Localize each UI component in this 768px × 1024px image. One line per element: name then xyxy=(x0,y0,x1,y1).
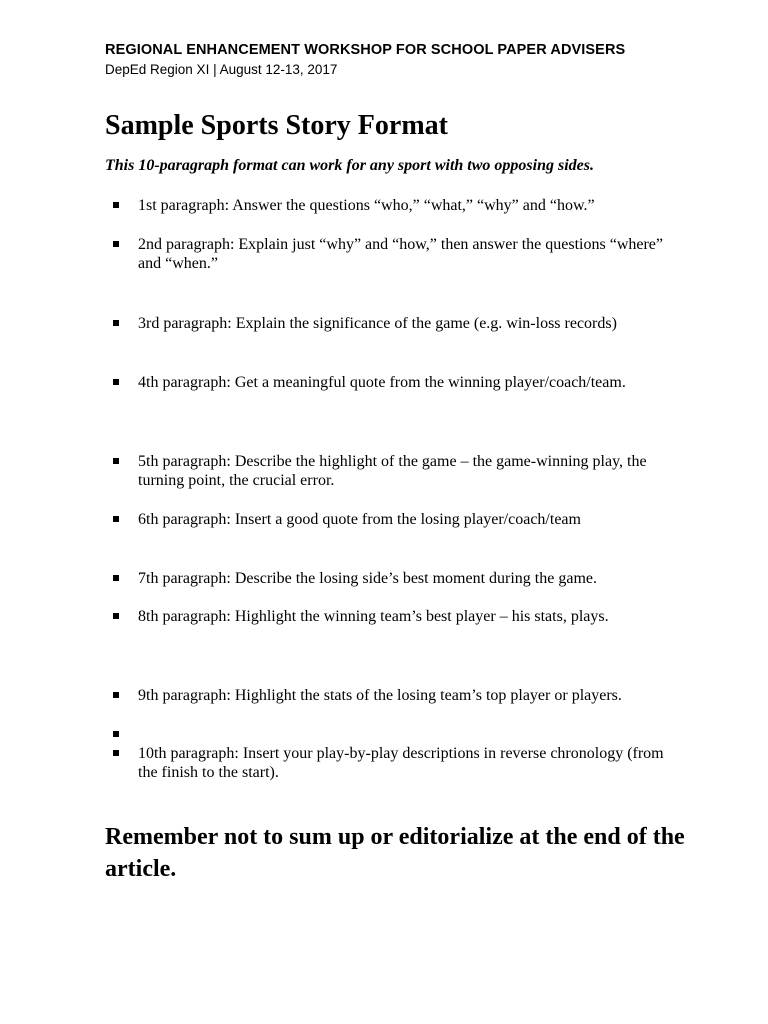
bullet-icon xyxy=(113,750,119,756)
list-item-1 xyxy=(113,196,673,215)
workshop-title: REGIONAL ENHANCEMENT WORKSHOP FOR SCHOOL PAPER ADVISERS xyxy=(105,42,626,58)
list-item-text: 10th paragraph: Insert your play-by-play descriptions in reverse chronology (from the finish to the start). xyxy=(138,745,664,781)
list-item-10 xyxy=(113,744,673,782)
list-item-9 xyxy=(113,686,673,705)
event-info: DepEd Region XI | August 12-13, 2017 xyxy=(105,62,338,77)
list-item-2 xyxy=(113,235,673,273)
bullet-icon xyxy=(113,731,119,737)
list-item-text: 7th paragraph: Describe the losing side’s best moment during the game. xyxy=(138,570,597,587)
list-item-3 xyxy=(113,314,673,333)
list-item-5 xyxy=(113,452,673,490)
list-item-7 xyxy=(113,569,673,588)
bullet-icon xyxy=(113,320,119,326)
bullet-icon xyxy=(113,379,119,385)
list-item-text: 3rd paragraph: Explain the significance of the game (e.g. win-loss records) xyxy=(138,315,617,332)
list-item-4 xyxy=(113,373,673,392)
intro-text: This 10-paragraph format can work for any sport with two opposing sides. xyxy=(105,157,594,174)
list-item-text: 5th paragraph: Describe the highlight of the game – the game-winning play, the turning point, the crucial error. xyxy=(138,453,647,489)
bullet-icon xyxy=(113,202,119,208)
list-item-text: 6th paragraph: Insert a good quote from the losing player/coach/team xyxy=(138,511,581,528)
list-item-text: 1st paragraph: Answer the questions “who,” “what,” “why” and “how.” xyxy=(138,197,595,214)
list-item-text: 4th paragraph: Get a meaningful quote from the winning player/coach/team. xyxy=(138,374,626,391)
bullet-icon xyxy=(113,241,119,247)
list-item-6 xyxy=(113,510,673,529)
page-title: Sample Sports Story Format xyxy=(105,110,448,141)
list-item-text: 9th paragraph: Highlight the stats of the losing team’s top player or players. xyxy=(138,687,622,704)
list-item-text: 2nd paragraph: Explain just “why” and “how,” then answer the questions “where” and “when.” xyxy=(138,236,664,272)
bullet-icon xyxy=(113,516,119,522)
list-item-text: 8th paragraph: Highlight the winning team’s best player – his stats, plays. xyxy=(138,608,609,625)
closing-note: Remember not to sum up or editorialize at the end of the article. xyxy=(105,824,685,882)
bullet-icon xyxy=(113,692,119,698)
bullet-icon xyxy=(113,575,119,581)
bullet-icon xyxy=(113,458,119,464)
list-item-8 xyxy=(113,607,673,626)
bullet-icon xyxy=(113,613,119,619)
